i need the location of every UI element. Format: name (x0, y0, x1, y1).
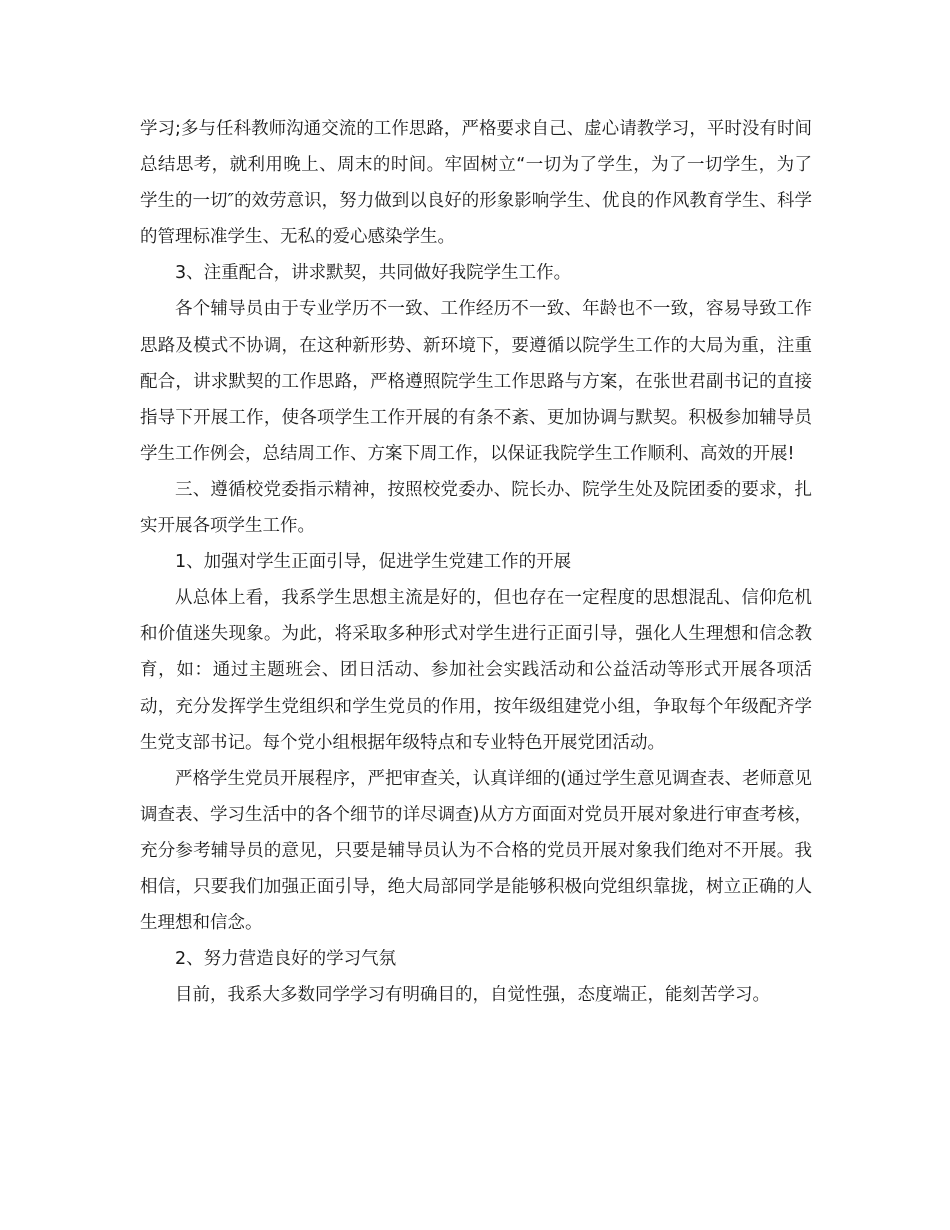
paragraph: 目前，我系大多数同学学习有明确目的，自觉性强，态度端正，能刻苦学习。 (175, 985, 770, 1006)
section-heading-cooperation: 3、注重配合，讲求默契，共同做好我院学生工作。 (175, 263, 572, 284)
paragraph-continued: 学习;多与任科教师沟通交流的工作思路，严格要求自己、虚心请教学习，平时没有时间总结思考，就利用晚上、周末的时间。牢固树立“一切为了学生，为了一切学生，为了学生的一切″的效劳意识，努力做到以良好的形象影响学生、优良的作风教育学生、科学的管理标准学生、无私的爱心感染学生。 (140, 119, 812, 248)
section-heading-guidance: 1、加强对学生正面引导，促进学生党建工作的开展 (175, 552, 572, 573)
paragraph: 各个辅导员由于专业学历不一致、工作经历不一致、年龄也不一致，容易导致工作思路及模式不协调，在这种新形势、新环境下，要遵循以院学生工作的大局为重，注重配合，讲求默契的工作思路，严格遵照院学生工作思路与方案，在张世君副书记的直接指导下开展工作，使各项学生工作开展的有条不紊、更加协调与默契。积极参加辅导员学生工作例会，总结周工作、方案下周工作，以保证我院学生工作顺利、高效的开展! (140, 299, 812, 464)
section-heading-party-instructions: 三、遵循校党委指示精神，按照校党委办、院长办、院学生处及院团委的要求，扎实开展各项学生工作。 (140, 479, 812, 537)
paragraph: 从总体上看，我系学生思想主流是好的，但也存在一定程度的思想混乱、信仰危机和价值迷失现象。为此，将采取多种形式对学生进行正面引导，强化人生理想和信念教育，如：通过主题班会、团日活动、参加社会实践活动和公益活动等形式开展各项活动，充分发挥学生党组织和学生党员的作用，按年级组建党小组，争取每个年级配齐学生党支部书记。每个党小组根据年级特点和专业特色开展党团活动。 (140, 588, 812, 753)
paragraph: 严格学生党员开展程序，严把审查关，认真详细的(通过学生意见调查表、老师意见调查表、学习生活中的各个细节的详尽调查)从方方面面对党员开展对象进行审查考核，充分参考辅导员的意见，只要是辅导员认为不合格的党员开展对象我们绝对不开展。我相信，只要我们加强正面引导，绝大局部同学是能够积极向党组织靠拢，树立正确的人生理想和信念。 (140, 768, 812, 934)
section-heading-study-atmosphere: 2、努力营造良好的学习气氛 (175, 949, 397, 970)
document-body (140, 111, 812, 1013)
